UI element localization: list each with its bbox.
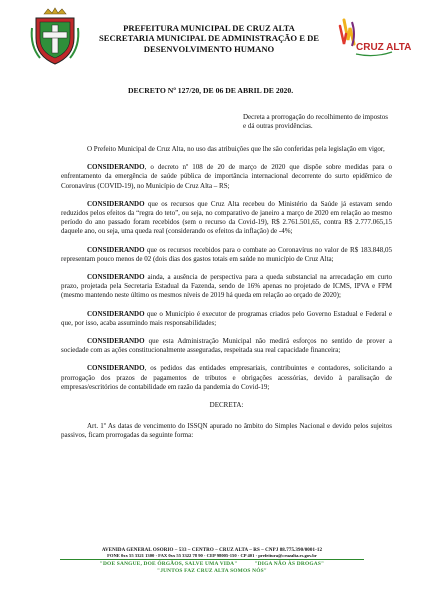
page-footer — [30, 548, 394, 574]
footer-motto-2: "JUNTOS FAZ CRUZ ALTA SOMOS NÓS" — [157, 567, 267, 574]
paragraph: CONSIDERANDO que os recursos que Cruz Alta recebeu do Ministério da Saúde já estavam sendo reduzidos pelos efeitos da “regra do teto”, ou seja, no comparativo de janeiro a março de 2020 em relação ao mesmo período do ano passado foram recebidos (sem o recurso da Covid-19), R$ 2.761.501,65, contra R$ 2.777.065,15 daquele ano, ou seja, uma queda real (considerando os efeitos da inflação) de -4%; — [61, 199, 392, 236]
footer-contact: FONE 0xx 55 3321 1300 · FAX 0xx 55 3322 78 90 · CEP 98005-150 · CP 401 · prefeitura@cruzalta.rs.gov.br — [107, 553, 317, 558]
letterhead-line-3: DESENVOLVIMENTO HUMANO — [143, 43, 275, 54]
paragraph: O Prefeito Municipal de Cruz Alta, no uso das atribuições que lhe são conferidas pela legislação em vigor, — [87, 145, 385, 153]
article-1: Art. 1º As datas de vencimento do ISSQN apurado no âmbito do Simples Nacional e devido pelos sujeitos passivos, ficam prorrogadas da seguinte forma: — [61, 422, 392, 440]
coat-of-arms-icon — [30, 8, 80, 66]
letterhead — [80, 23, 338, 54]
logo-wordmark: CRUZ ALTA — [356, 42, 412, 53]
paragraph: CONSIDERANDO que o Município é executor de programas criados pelo Governo Estadual e Federal e que, por isso, acaba assumindo mais responsabilidades; — [61, 309, 392, 327]
cruz-alta-logo — [334, 14, 412, 62]
decree-summary: Decreta a prorrogação do recolhimento de impostos e dá outras providências. — [243, 113, 389, 131]
paragraph: CONSIDERANDO que esta Administração Municipal não medirá esforços no sentido de prover a sociedade com as ações constitucionalmente asseguradas, respeitada sua real capacidade financeira; — [61, 337, 392, 355]
paragraph: CONSIDERANDO ainda, a ausência de perspectiva para a queda substancial na arrecadação em curto prazo, projetada pela Secretaria Estadual da Fazenda, sendo de 16% apenas no projetado de ICMS, IPVA e FPM (mesmo mantendo neste último os mesmos níveis de 2019 há queda em relação ao orçado de 2020); — [61, 273, 392, 300]
decreta-heading: DECRETA: — [209, 401, 244, 410]
paragraph: CONSIDERANDO, os pedidos das entidades empresariais, contribuintes e contadores, solicitando a prorrogação dos prazos de pagamentos de tributos e obrigações acessórias, devido à paralisação de empresas/escritórios de contabilidade em razão da pandemia do Covid-19; — [61, 364, 392, 391]
footer-divider — [60, 559, 364, 560]
paragraph: CONSIDERANDO que os recursos recebidos para o combate ao Coronavírus no valor de R$ 183.848,05 representam pouco menos de 02 (dois dias dos gastos totais em saúde no município de Cruz Alta; — [61, 245, 392, 263]
letterhead-line-1: PREFEITURA MUNICIPAL DE CRUZ ALTA — [123, 23, 295, 33]
paragraph: CONSIDERANDO, o decreto nº 108 de 20 de março de 2020 que dispõe sobre medidas para o enfrentamento da emergência de saúde pública de importância internacional decorrente do surto epidêmico de Coronavírus (COVID-19), no Município de Cruz Alta – RS; — [61, 163, 392, 190]
decree-title: DECRETO Nº 127/20, DE 06 DE ABRIL DE 2020. — [128, 86, 294, 95]
footer-motto-1: "DOE SANGUE, DOE ÓRGÃOS, SALVE UMA VIDA" "DIGA NÃO ÀS DROGAS" — [99, 561, 325, 567]
letterhead-line-2: SECRETARIA MUNICIPAL DE ADMINISTRAÇÃO E DE — [98, 33, 320, 44]
footer-address: AVENIDA GENERAL OSORIO – 533 – CENTRO – CRUZ ALTA – RS – CNPJ 88.775.390/0001-12 — [101, 548, 323, 553]
decree-body — [61, 145, 392, 441]
